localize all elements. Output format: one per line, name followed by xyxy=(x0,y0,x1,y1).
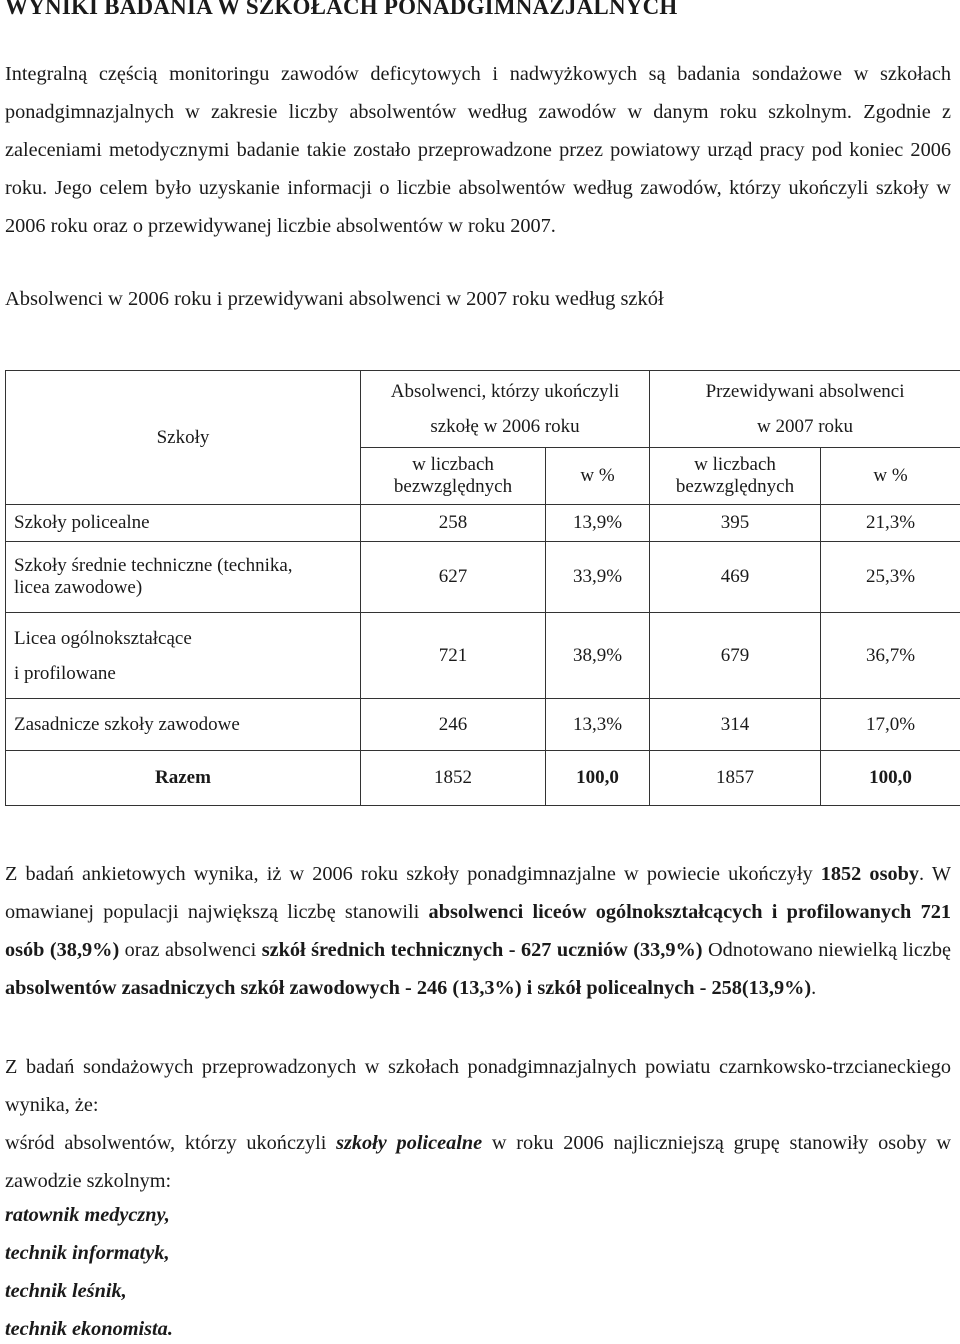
subheader-pct-2006: w % xyxy=(546,448,650,505)
header-expected-2007: Przewidywani absolwenci w 2007 roku xyxy=(650,371,960,448)
survey-paragraph: Z badań sondażowych przeprowadzonych w szkołach ponadgimnazjalnych powiatu czarnkowsko-trzcianeckiego wynika, że: xyxy=(5,1056,951,1116)
table-row xyxy=(6,613,960,699)
row-abs-2007: 679 xyxy=(650,613,821,699)
row-school-name: Licea ogólnokształcące i profilowane xyxy=(6,613,361,699)
row-pct-2007: 21,3% xyxy=(821,505,960,542)
header-graduates-2006: Absolwenci, którzy ukończyli szkołę w 2006 roku xyxy=(361,371,650,448)
profession-item: technik informatyk, xyxy=(5,1242,170,1264)
survey-section xyxy=(5,1048,951,1200)
table-row xyxy=(6,699,960,751)
row-abs-2006: 258 xyxy=(361,505,546,542)
row-abs-2007: 469 xyxy=(650,542,821,613)
subheader-pct-2007: w % xyxy=(821,448,960,505)
row-abs-2006: 627 xyxy=(361,542,546,613)
row-pct-2006: 13,9% xyxy=(546,505,650,542)
profession-item: technik leśnik, xyxy=(5,1280,127,1302)
total-abs-2007: 1857 xyxy=(650,751,821,806)
row-abs-2007: 395 xyxy=(650,505,821,542)
survey-finding: wśród absolwentów, którzy ukończyli szkoły policealne w roku 2006 najliczniejszą grupę stanowiły osoby w zawodzie szkolnym: xyxy=(5,1132,951,1192)
row-school-name: Szkoły policealne xyxy=(6,505,361,542)
row-pct-2007: 36,7% xyxy=(821,613,960,699)
row-pct-2007: 25,3% xyxy=(821,542,960,613)
summary-paragraph: Z badań ankietowych wynika, iż w 2006 roku szkoły ponadgimnazjalne w powiecie ukończyły 1852 osoby. W omawianej populacji największą liczbę stanowili absolwenci liceów ogólnokształcących i profilowanych 721 osób (38,9%) oraz absolwenci szkół średnich technicznych - 627 uczniów (33,9%) Odnotowano niewielką liczbę absolwentów zasadniczych szkół zawodowych - 246 (13,3%) i szkół policealnych - 258(13,9%). xyxy=(5,863,951,999)
page-heading: WYNIKI BADANIA W SZKOŁACH PONADGIMNAZJALNYCH xyxy=(5,0,678,19)
table-row xyxy=(6,505,960,542)
row-school-name: Szkoły średnie techniczne (technika, licea zawodowe) xyxy=(6,542,361,613)
table-row xyxy=(6,542,960,613)
table-header-row xyxy=(6,371,960,448)
total-pct-2006: 100,0 xyxy=(546,751,650,806)
row-school-name: Zasadnicze szkoły zawodowe xyxy=(6,699,361,751)
total-abs-2006: 1852 xyxy=(361,751,546,806)
row-pct-2006: 33,9% xyxy=(546,542,650,613)
header-schools: Szkoły xyxy=(6,371,361,505)
row-abs-2007: 314 xyxy=(650,699,821,751)
total-pct-2007: 100,0 xyxy=(821,751,960,806)
profession-item: technik ekonomista. xyxy=(5,1318,173,1340)
row-pct-2006: 13,3% xyxy=(546,699,650,751)
subheader-abs-2006: w liczbach bezwzględnych xyxy=(361,448,546,505)
row-abs-2006: 246 xyxy=(361,699,546,751)
table-total-row xyxy=(6,751,960,806)
row-abs-2006: 721 xyxy=(361,613,546,699)
intro-paragraph: Integralną częścią monitoringu zawodów deficytowych i nadwyżkowych są badania sondażowe w szkołach ponadgimnazjalnych w zakresie liczby absolwentów według zawodów w danym roku szkolnym. Zgodnie z zaleceniami metodycznymi badanie takie zostało przeprowadzone przez powiatowy urząd pracy pod koniec 2006 roku. Jego celem było uzyskanie informacji o liczbie absolwentów według zawodów, którzy ukończyli szkoły w 2006 roku oraz o przewidywanej liczbie absolwentów w roku 2007. xyxy=(5,63,951,237)
profession-item: ratownik medyczny, xyxy=(5,1204,170,1226)
total-label: Razem xyxy=(6,751,361,806)
row-pct-2006: 38,9% xyxy=(546,613,650,699)
table-title: Absolwenci w 2006 roku i przewidywani absolwenci w 2007 roku według szkół xyxy=(5,288,664,310)
graduates-table xyxy=(5,370,960,806)
subheader-abs-2007: w liczbach bezwzględnych xyxy=(650,448,821,505)
row-pct-2007: 17,0% xyxy=(821,699,960,751)
